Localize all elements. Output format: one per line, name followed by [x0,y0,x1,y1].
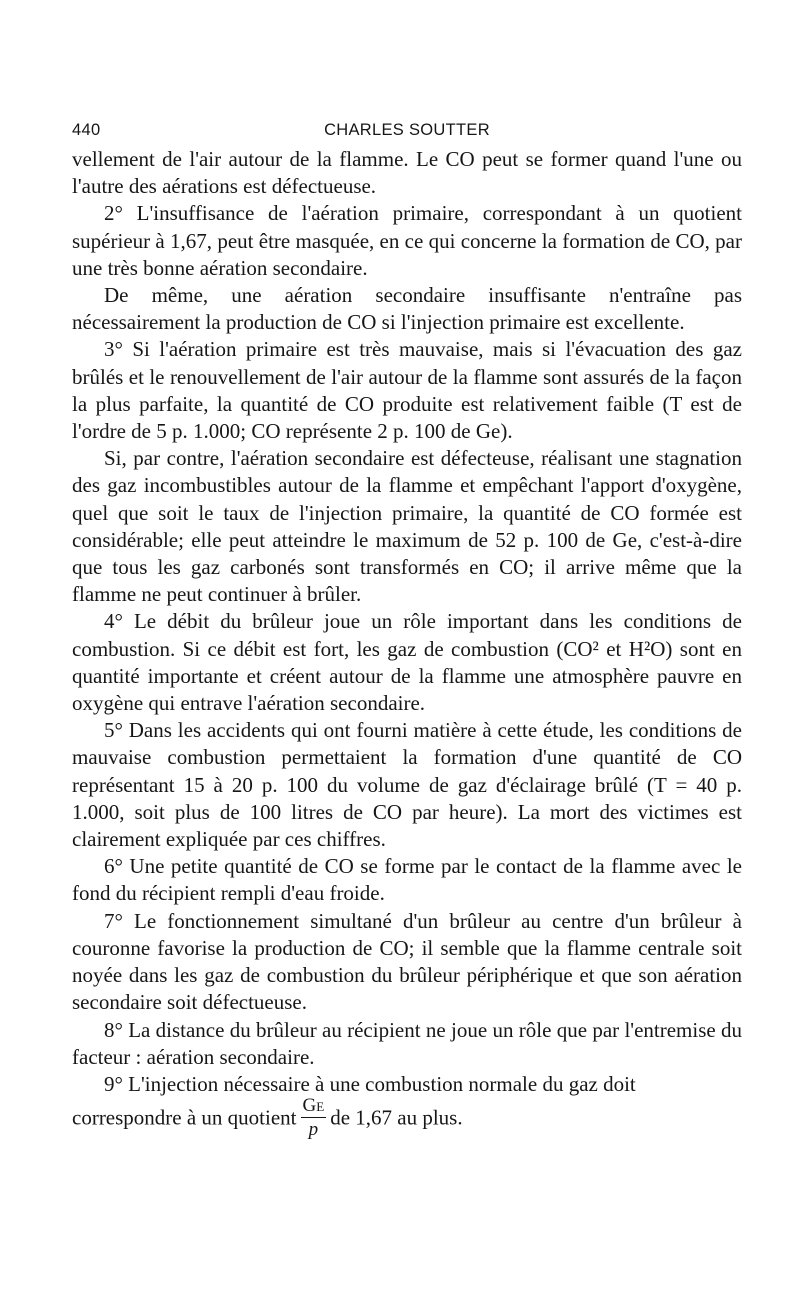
fraction-numerator: Ge [302,1095,325,1117]
paragraph-point-9: 9° L'injection nécessaire à une combustion normale du gaz doit [104,1071,636,1096]
paragraph-point-6: 6° Une petite quantité de CO se forme par le contact de la flamme avec le fond du récipient rempli d'eau froide. [72,854,742,906]
paragraph-point-9-end [72,1095,742,1141]
body-text [72,146,742,1141]
page-number: 440 [72,121,101,139]
paragraph-point-8: 8° La distance du brûleur au récipient ne joue un rôle que par l'entremise du facteur : aération secondaire. [72,1017,742,1069]
running-title: CHARLES SOUTTER [324,121,490,139]
paragraph-point-4: 4° Le débit du brûleur joue un rôle important dans les conditions de combustion. Si ce débit est fort, les gaz de combustion (CO² et H²O) sont en quantité importante et créent autour de la flamme une atmosphère pauvre en oxygène qui entrave l'aération secondaire. [72,609,742,716]
paragraph-contrary-case: Si, par contre, l'aération secondaire est défecteuse, réalisant une stagnation des gaz incombustibles autour de la flamme et empêchant l'apport d'oxygène, quel que soit le taux de l'injection primaire, la quantité de CO formée est considérable; elle peut atteindre le maximum de 52 p. 100 de Ge, c'est-à-dire que tous les gaz carbonés sont transformés en CO; il arrive même que la flamme ne peut continuer à brûler. [72,446,742,607]
quotient-fraction [301,1096,327,1139]
paragraph-point-2: 2° L'insuffisance de l'aération primaire, correspondant à un quotient supérieur à 1,67, peut être masquée, en ce qui concerne la formation de CO, par une très bonne aération secondaire. [72,201,742,280]
fraction-denominator: p [308,1119,319,1141]
last-line-after: de 1,67 au plus. [330,1105,463,1130]
last-line-before: correspondre à un quotient [72,1105,297,1130]
paragraph-point-7: 7° Le fonctionnement simultané d'un brûleur au centre d'un brûleur à couronne favorise la production de CO; il semble que la flamme centrale soit noyée dans les gaz de combustion du brûleur périphérique et que son aération secondaire soit défectueuse. [72,908,742,1015]
paragraph-secondary-aeration: De même, une aération secondaire insuffisante n'entraîne pas nécessairement la production de CO si l'injection primaire est excellente. [72,283,742,335]
paragraph-point-5: 5° Dans les accidents qui ont fourni matière à cette étude, les conditions de mauvaise combustion permettaient la formation d'une quantité de CO représentant 15 à 20 p. 100 du volume de gaz d'éclairage brûlé (T = 40 p. 1.000, soit plus de 100 litres de CO par heure). La mort des victimes est clairement expliquée par ces chiffres. [72,718,742,852]
paragraph-continuation: vellement de l'air autour de la flamme. Le CO peut se former quand l'une ou l'autre des aérations est défectueuse. [72,147,742,199]
paragraph-point-3: 3° Si l'aération primaire est très mauvaise, mais si l'évacuation des gaz brûlés et le renouvellement de l'air autour de la flamme sont assurés de la façon la plus parfaite, la quantité de CO produite est relativement faible (T est de l'ordre de 5 p. 1.000; CO représente 2 p. 100 de Ge). [72,337,742,444]
page [72,112,742,1141]
running-head [72,112,742,146]
